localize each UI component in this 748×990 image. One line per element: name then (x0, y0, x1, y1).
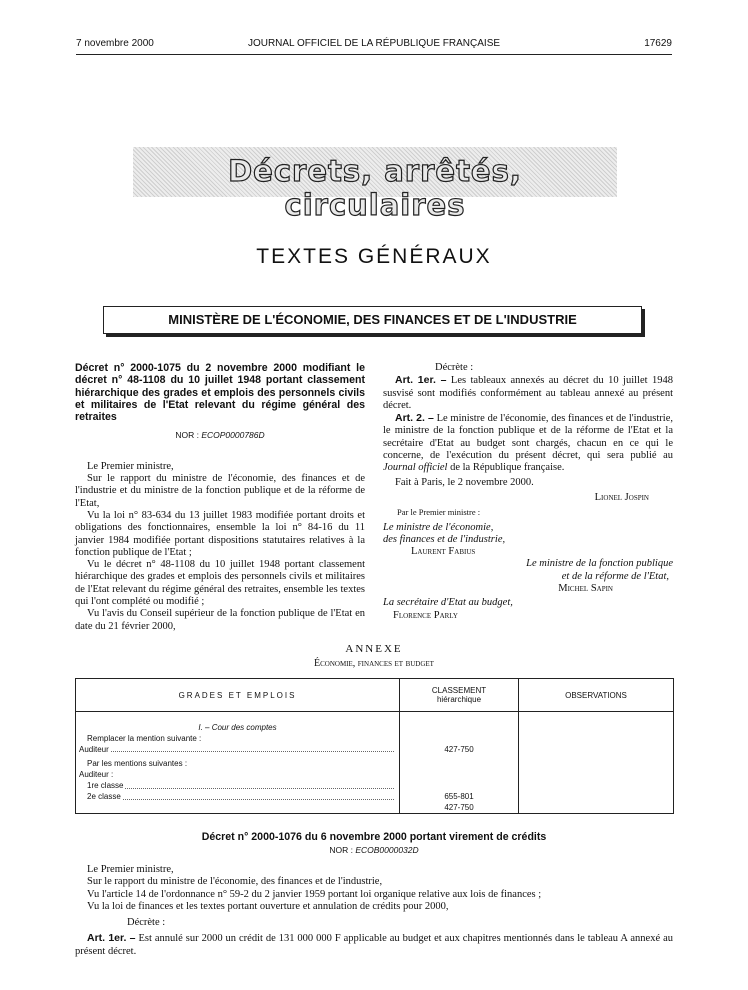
table-line-4: Auditeur : (79, 770, 114, 780)
decree2-nor: NOR : ECOB0000032D (329, 845, 419, 855)
min2-title-a: Le ministre de la fonction publique (526, 558, 673, 570)
table-line-1: Remplacer la mention suivante : (87, 733, 202, 743)
table-observations-cell (519, 712, 674, 814)
table-classement-cell (400, 712, 519, 814)
decree1-vu-1: Sur le rapport du ministre de l'économie, des finances et de l'industrie et du ministre de la fonction publique et de la réforme de l'Etat, (75, 473, 365, 509)
table-grades-cell (76, 712, 400, 814)
left-column (75, 362, 365, 633)
table-header-classement: CLASSEMENT hiérarchique (400, 679, 519, 712)
table-line-6: 2e classe (79, 792, 396, 803)
decree2-decrete: Décrète : (127, 917, 166, 929)
ministry-heading: MINISTÈRE DE L'ÉCONOMIE, DES FINANCES ET DE L'INDUSTRIE (103, 306, 642, 334)
decree1-signer: Lionel Jospin (594, 491, 649, 503)
decree1-art2: Art. 2. – Le ministre de l'économie, des finances et de l'industrie, le ministre de la fonction publique et de la réforme de l'Etat et la secrétaire d'Etat au budget sont chargés, chacun en ce qui le concerne, de l'exécution du présent décret, qui sera publié au Journal officiel de la République française. (383, 412, 674, 474)
decree2-art1: Art. 1er. – Est annulé sur 2000 un crédit de 131 000 000 F applicable au budget et aux chapitres mentionnés dans le tableau A annexé au présent décret. (75, 932, 673, 957)
decree1-par: Par le Premier ministre : (397, 507, 481, 518)
min3-title: La secrétaire d'Etat au budget, (383, 597, 513, 609)
annexe-title: ANNEXE (345, 643, 403, 655)
table-val-5: 655-801 (444, 791, 474, 801)
annexe-table (75, 678, 674, 814)
annexe-subtitle: Économie, finances et budget (314, 658, 434, 669)
decree2-line-2: Sur le rapport du ministre de l'économie, des finances et de l'industrie, (87, 876, 383, 888)
table-val-2: 427-750 (444, 744, 474, 754)
section-banner (133, 147, 617, 222)
min1-title-b: des finances et de l'industrie, (383, 533, 506, 545)
decree1-vu-2: Vu la loi n° 83-634 du 13 juillet 1983 modifiée portant droits et obligations des fonctionnaires, ensemble la loi n° 84-16 du 11 janvier 1984 modifiée portant dispositions statutaires relatives à la fonction publique de l'Etat ; (75, 509, 365, 558)
decree2-line-4: Vu la loi de finances et les textes portant ouverture et annulation de crédits pour 2000, (87, 900, 449, 912)
table-line-5: 1re classe (79, 781, 396, 792)
min2-title-b: et de la réforme de l'Etat, (561, 570, 669, 582)
decree1-decrete: Décrète : (435, 362, 474, 373)
section-heading: TEXTES GÉNÉRAUX (256, 245, 492, 268)
decree1-nor: NOR : ECOP0000786D (175, 430, 265, 441)
min3-name: Florence Parly (393, 609, 458, 621)
page-number: 17629 (644, 38, 672, 49)
header-date: 7 novembre 2000 (76, 38, 154, 49)
min2-name: Michel Sapin (558, 583, 613, 595)
decree1-premier: Le Premier ministre, (87, 460, 174, 472)
min1-name: Laurent Fabius (411, 546, 476, 558)
decree2-title: Décret n° 2000-1076 du 6 novembre 2000 portant virement de crédits (201, 831, 547, 843)
decree2-body (75, 864, 673, 958)
table-header-observations: OBSERVATIONS (519, 679, 674, 712)
table-line-3: Par les mentions suivantes : (87, 759, 188, 769)
decree1-title: Décret n° 2000-1075 du 2 novembre 2000 modifiant le décret n° 48-1108 du 10 juillet 1948 portant classement hiérarchique des grades et emplois des personnels civils et militaires de l'Etat relevant du régime général des retraites (75, 362, 365, 424)
decree1-vu-4: Vu l'avis du Conseil supérieur de la fonction publique de l'Etat en date du 21 février 2000, (75, 608, 365, 632)
decree2-line-1: Le Premier ministre, (87, 864, 174, 875)
min1-title-a: Le ministre de l'économie, (383, 521, 494, 533)
decree1-fait: Fait à Paris, le 2 novembre 2000. (395, 476, 534, 488)
table-val-6: 427-750 (444, 802, 474, 812)
table-line-2: Auditeur (79, 745, 396, 756)
right-column (383, 362, 673, 622)
decree1-vu-3: Vu le décret n° 48-1108 du 10 juillet 1948 portant classement hiérarchique des grades et emplois des personnels civils et militaires de l'Etat relevant du régime général des retraites, ensemble les textes qui l'ont complété ou modifié ; (75, 559, 365, 608)
journal-title: JOURNAL OFFICIEL DE LA RÉPUBLIQUE FRANÇAISE (247, 38, 501, 49)
table-section-title: I. – Cour des comptes (198, 723, 277, 732)
banner-title: Décrets, arrêtés, circulaires (228, 154, 522, 222)
decree2-line-3: Vu l'article 14 de l'ordonnance n° 59-2 du 2 janvier 1959 portant loi organique relative aux lois de finances ; (87, 888, 542, 900)
table-header-grades: GRADES ET EMPLOIS (76, 679, 400, 712)
header-rule (76, 54, 672, 55)
decree1-art1: Art. 1er. – Les tableaux annexés au décret du 10 juillet 1948 susvisé sont modifiés conformément au tableau annexé au présent décret. (383, 374, 673, 411)
